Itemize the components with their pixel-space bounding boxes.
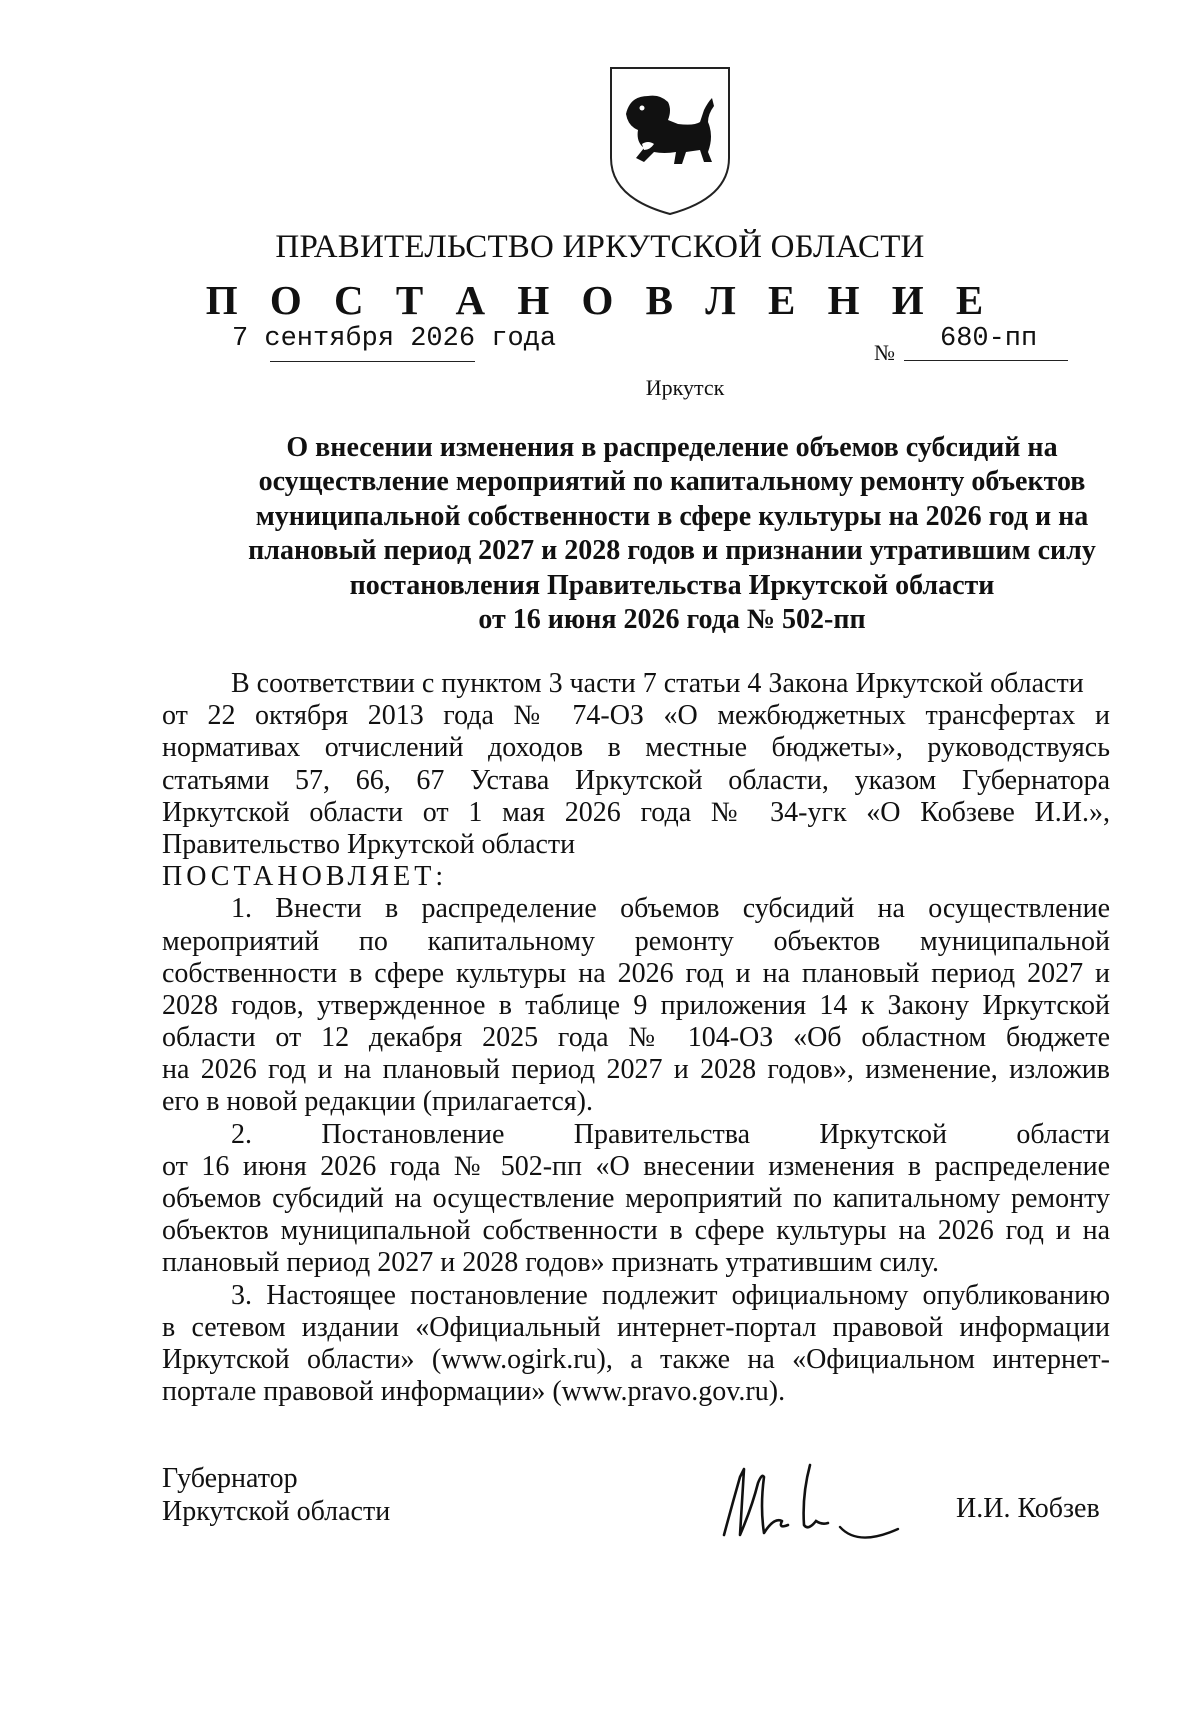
number-underline [904,360,1068,361]
body-line: 1. Внести в распределение объемов субсидий на осуществление [231,893,1110,925]
body-line: 2. Постановление Правительства Иркутской области [231,1118,1110,1150]
title-line: муниципальной собственности в сфере культуры на 2026 год и на [255,500,1089,532]
body-line: статьями 57, 66, 67 Устава Иркутской области, указом Губернатора [162,764,1110,796]
position-line: Губернатор [162,1463,298,1494]
resolves-heading: ПОСТАНОВЛЯЕТ: [162,861,448,893]
body-line: его в новой редакции (прилагается). [162,1086,593,1118]
body-line: нормативах отчислений доходов в местные бюджеты», руководствуясь [162,732,1110,764]
body-line: 3. Настоящее постановление подлежит официальному опубликованию [231,1279,1110,1311]
body-line: от 16 июня 2026 года № 502-пп «О внесении изменения в распределение [162,1150,1110,1182]
number-sign: № [874,340,895,365]
body-line: собственности в сфере культуры на 2026 год и на плановый период 2027 и [162,957,1110,989]
title-line: плановый период 2027 и 2028 годов и признании утратившим силу [248,535,1096,567]
body-line: 2028 годов, утвержденное в таблице 9 приложения 14 к Закону Иркутской [162,989,1110,1021]
body-line: объектов муниципальной собственности в сфере культуры на 2026 год и на [162,1215,1110,1247]
body-line: Иркутской области от 1 мая 2026 года № 34-угк «О Кобзеве И.И.», [162,796,1110,828]
title-line: осуществление мероприятий по капитальному ремонту объектов [258,466,1086,498]
title-line: постановления Правительства Иркутской области [349,569,995,601]
title-line: О внесении изменения в распределение объемов субсидий на [286,432,1058,463]
decree-date: 7 сентября 2026 года [232,324,557,354]
title-line: от 16 июня 2026 года № 502-пп [478,604,866,636]
handwritten-signature [718,1455,908,1545]
body-line: области от 12 декабря 2025 года № 104-ОЗ «Об областном бюджете [162,1022,1110,1054]
body-line: объемов субсидий на осуществление мероприятий по капитальному ремонту [162,1183,1110,1214]
body-line: Правительство Иркутской области [162,828,576,860]
decree-number: 680-пп [940,324,1038,354]
body-line: на 2026 год и на плановый период 2027 и 2028 годов», изменение, изложив [162,1054,1110,1086]
position-line: Иркутской области [162,1496,391,1527]
government-name: ПРАВИТЕЛЬСТВО ИРКУТСКОЙ ОБЛАСТИ [275,229,925,265]
signatory-name: И.И. Кобзев [956,1493,1100,1524]
body-line: плановый период 2027 и 2028 годов» признать утратившим силу. [162,1247,939,1279]
city: Иркутск [645,375,725,400]
body-line: мероприятий по капитальному ремонту объектов муниципальной [162,925,1110,957]
body-line: Иркутской области» (www.ogirk.ru), а также на «Официальном интернет- [162,1343,1110,1375]
body-line: В соответствии с пунктом 3 части 7 статьи 4 Закона Иркутской области [231,668,1084,699]
decree-body [162,668,1110,1408]
document-type: П О С Т А Н О В Л Е Н И Е [205,277,995,323]
signatory-position [162,1462,390,1528]
body-line: от 22 октября 2013 года № 74-ОЗ «О межбюджетных трансфертах и [162,700,1110,732]
body-line: портале правовой информации» (www.pravo.gov.ru). [162,1376,786,1408]
decree-title [160,431,1184,637]
body-line: в сетевом издании «Официальный интернет-портал правовой информации [162,1311,1110,1343]
coat-of-arms-emblem [608,66,732,216]
date-underline [270,361,475,362]
